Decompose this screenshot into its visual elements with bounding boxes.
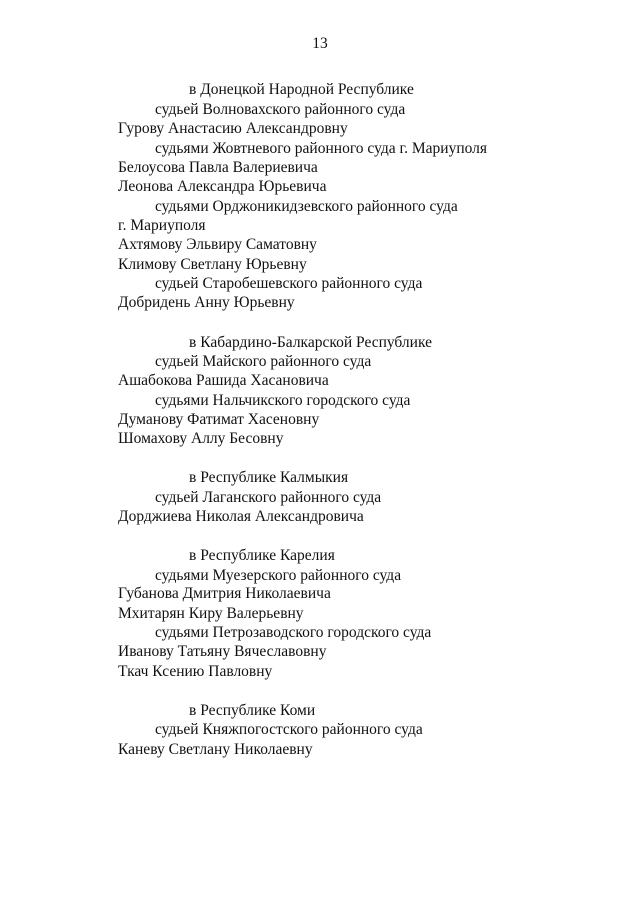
region-heading: в Республике Калмыкия	[189, 469, 349, 486]
judge-name: Белоусова Павла Валериевича	[118, 159, 318, 176]
region-heading: в Донецкой Народной Республике	[189, 81, 414, 98]
court-title: судьей Волновахского районного суда	[155, 101, 406, 118]
court-title: судьями Петрозаводского городского суда	[155, 624, 432, 641]
judge-name: Ткач Ксению Павловну	[118, 663, 273, 680]
judge-name: Ахтямову Эльвиру Саматовну	[118, 236, 317, 253]
judge-name: Добридень Анну Юрьевну	[118, 294, 295, 311]
court-title: судьями Орджоникидзевского районного суда	[155, 198, 458, 215]
region-heading: в Кабардино-Балкарской Республике	[189, 334, 432, 351]
judge-name: Гурову Анастасию Александровну	[118, 120, 348, 137]
region-heading: в Республике Коми	[189, 702, 316, 719]
court-title: судьей Лаганского районного суда	[155, 489, 382, 506]
court-title: судьей Майского районного суда	[155, 353, 372, 370]
court-title: судьей Княжпогостского районного суда	[155, 721, 423, 738]
page-number: 13	[312, 35, 328, 52]
judge-name: Ашабокова Рашида Хасановича	[118, 372, 329, 389]
court-title: судьями Муезерского районного суда	[155, 567, 402, 584]
judge-name: Шомахову Аллу Бесовну	[118, 430, 284, 447]
region-heading: в Республике Карелия	[189, 547, 335, 564]
judge-name: Губанова Дмитрия Николаевича	[118, 585, 331, 602]
judge-name: Климову Светлану Юрьевну	[118, 256, 307, 273]
court-title: судьями Жовтневого районного суда г. Мариуполя	[155, 140, 488, 157]
court-title-continuation: г. Мариуполя	[118, 217, 206, 234]
judge-name: Дорджиева Николая Александровича	[118, 508, 364, 525]
court-title: судьями Нальчикского городского суда	[155, 392, 411, 409]
judge-name: Иванову Татьяну Вячеславовну	[118, 643, 327, 660]
court-title: судьей Старобешевского районного суда	[155, 275, 423, 292]
judge-name: Думанову Фатимат Хасеновну	[118, 411, 320, 428]
judge-name: Каневу Светлану Николаевну	[118, 741, 313, 758]
judge-name: Мхитарян Киру Валерьевну	[118, 605, 304, 622]
judge-name: Леонова Александра Юрьевича	[118, 178, 327, 195]
